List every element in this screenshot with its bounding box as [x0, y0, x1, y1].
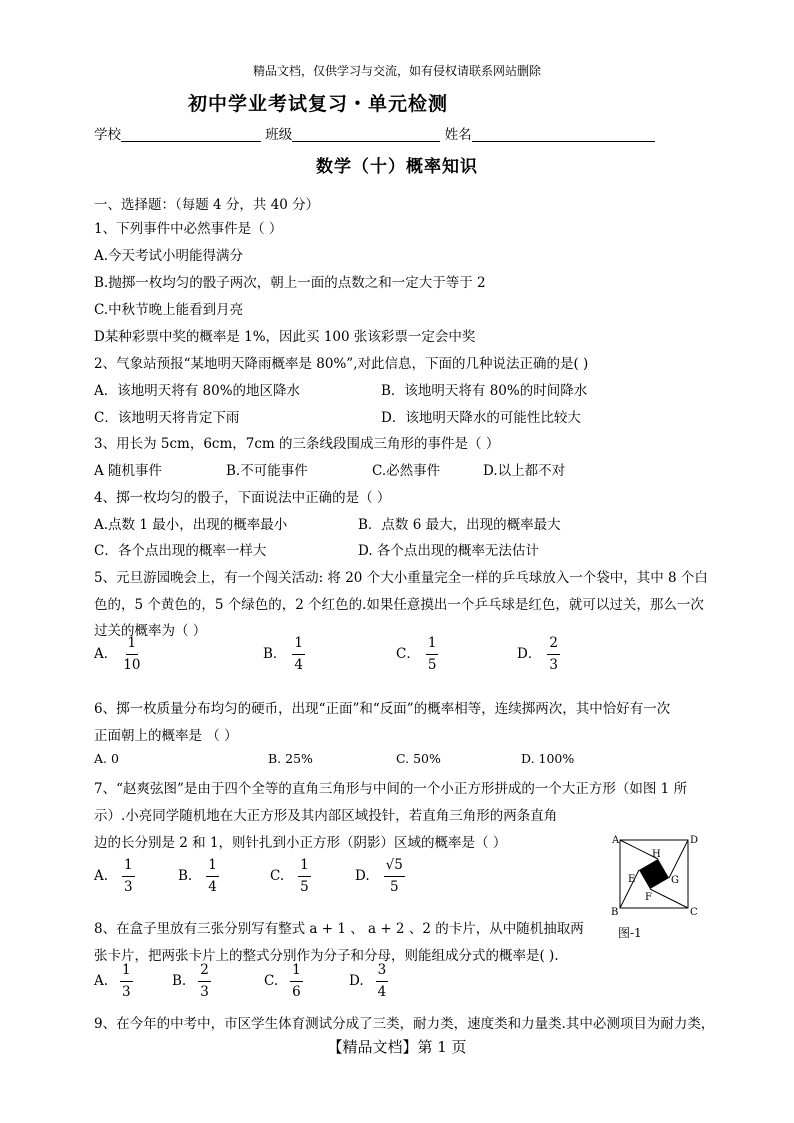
fraction-denominator: 4 [377, 983, 387, 1000]
q5-option-a [94, 636, 140, 673]
fraction-numerator: √5 [384, 858, 405, 877]
fraction-numerator: 1 [298, 858, 311, 877]
fraction-denominator: 5 [300, 878, 309, 895]
fraction-denominator: 10 [123, 656, 141, 673]
subject-title: 数学（十）概率知识 [316, 157, 478, 177]
q8-option-c-fraction [290, 963, 303, 1000]
header-note: 精品文档，仅供学习与交流，如有侵权请联系网站删除 [252, 64, 541, 78]
q7-option-d-fraction [384, 858, 405, 895]
class-blank [292, 127, 440, 142]
q8-stem-line2: 张卡片，把两张卡片上的整式分别作为分子和分母，则能组成分式的概率是( ). [94, 948, 559, 964]
q5-option-b-label: B． [263, 646, 287, 663]
page-footer: 【精品文档】第 1 页 [327, 1038, 467, 1056]
fraction-denominator: 5 [427, 656, 437, 673]
q6-option-d: D. 100% [521, 751, 575, 766]
q2-option-b: B．该地明天将有 80%的时间降水 [381, 383, 588, 399]
section-heading: 一、选择题：（每题 4 分，共 40 分） [94, 197, 320, 213]
q7-stem-line2: 示）.小亮同学随机地在大正方形及其内部区域投针，若直角三角形的两条直角 [94, 808, 558, 824]
q8-option-b [172, 963, 211, 1000]
q8-option-b-fraction [198, 963, 211, 1000]
q5-option-c-fraction [426, 636, 439, 673]
class-label: 班级 [265, 127, 293, 143]
q8-stem-line1: 8、在盒子里放有三张分别写有整式 a + 1 、 a + 2 、2 的卡片，从中随机抽取两 [94, 921, 584, 937]
q7-option-a [94, 858, 135, 895]
q1-option-a: A.今天考试小明能得满分 [94, 248, 244, 264]
q8-option-d-fraction [376, 963, 389, 1000]
fraction-numerator: 1 [426, 636, 439, 655]
fraction-denominator: 3 [549, 656, 558, 673]
q8-option-d [349, 963, 388, 1000]
label-g: G [671, 875, 679, 886]
q5-option-b [263, 636, 305, 673]
q7-option-a-label: A. [94, 868, 109, 885]
q7-option-b-label: B. [178, 868, 193, 885]
q5-stem-line3: 过关的概率为（ ） [94, 623, 207, 639]
q6-option-b: B. 25% [268, 751, 313, 766]
q7-stem-line3: 边的长分别是 2 和 1，则针扎到小正方形（阴影）区域的概率是（ ） [94, 835, 507, 851]
figure-caption: 图-1 [618, 926, 642, 940]
q3-stem: 3、用长为 5cm，6cm，7cm 的三条线段围成三角形的事件是（ ） [94, 436, 500, 452]
q9-stem-line1: 9、在今年的中考中，市区学生体育测试分成了三类，耐力类，速度类和力量类.其中必测项目为耐力类， [94, 1016, 715, 1032]
q3-option-a: A 随机事件 [94, 463, 163, 479]
q5-option-a-fraction [123, 636, 140, 673]
q5-option-d [517, 636, 560, 673]
q5-option-c [396, 636, 438, 673]
q8-option-a-label: A. [94, 973, 109, 990]
q4-option-a: A.点数 1 最小，出现的概率最小 [94, 517, 288, 533]
q4-option-d: D. 各个点出现的概率无法估计 [358, 543, 539, 559]
fraction-numerator: 1 [206, 858, 219, 877]
q3-option-b: B.不可能事件 [226, 463, 308, 479]
q7-option-b-fraction [206, 858, 219, 895]
q5-option-d-label: D． [517, 646, 542, 663]
q6-option-a: A. 0 [94, 751, 119, 766]
school-label: 学校 [94, 127, 121, 143]
q7-option-d-label: D. [355, 868, 370, 885]
student-info-row [94, 123, 655, 143]
fraction-denominator: 3 [200, 983, 209, 1000]
fraction-denominator: 6 [292, 983, 301, 1000]
q2-stem: 2、气象站预报“某地明天降雨概率是 80%”,对此信息，下面的几种说法正确的是( ) [94, 356, 589, 372]
q6-stem-line1: 6、掷一枚质量分布均匀的硬币，出现“正面”和“反面”的概率相等，连续掷两次，其中恰好有一次 [94, 701, 671, 717]
school-blank [121, 127, 261, 142]
triangle-edge [669, 840, 688, 878]
q8-option-a [94, 963, 133, 1000]
q3-option-c: C.必然事件 [372, 463, 441, 479]
q1-option-b: B.抛掷一枚均匀的骰子两次，朝上一面的点数之和一定大于等于 2 [94, 275, 486, 291]
q7-stem-line1: 7、“赵爽弦图”是由于四个全等的直角三角形与中间的一个小正方形拼成的一个大正方形（如图 1 所 [94, 781, 688, 797]
fraction-numerator: 2 [198, 963, 211, 982]
q5-option-d-fraction [547, 636, 560, 673]
shaded-small-square [639, 859, 669, 889]
fraction-numerator: 1 [292, 636, 305, 655]
q6-stem-line2: 正面朝上的概率是 （ ） [94, 728, 238, 744]
q7-option-c-fraction [298, 858, 311, 895]
exam-title: 初中学业考试复习・单元检测 [188, 93, 449, 115]
q6-option-c: C. 50% [396, 751, 441, 766]
fraction-denominator: 3 [124, 878, 133, 895]
fraction-numerator: 1 [290, 963, 303, 982]
name-label: 姓名 [444, 127, 472, 143]
q5-option-a-label: A． [94, 646, 118, 663]
fraction-numerator: 3 [376, 963, 389, 982]
fraction-denominator: 4 [208, 878, 217, 895]
zhao-shuang-figure [608, 832, 700, 941]
q7-option-a-fraction [122, 858, 135, 895]
zhao-shuang-diagram [608, 832, 700, 924]
q2-option-c: C．该地明天将肯定下雨 [94, 410, 240, 426]
q4-option-c: C．各个点出现的概率一样大 [94, 543, 267, 559]
fraction-numerator: 1 [122, 858, 135, 877]
fraction-numerator: 1 [126, 636, 139, 655]
q7-option-c-label: C. [270, 868, 285, 885]
q2-option-d: D．该地明天降水的可能性比较大 [381, 410, 581, 426]
q5-option-b-fraction [292, 636, 305, 673]
q4-stem: 4、掷一枚均匀的骰子，下面说法中正确的是（ ） [94, 490, 391, 506]
name-blank [472, 127, 655, 142]
q7-option-d [355, 858, 405, 895]
fraction-denominator: 3 [122, 983, 131, 1000]
label-d: D [690, 835, 699, 846]
q5-option-c-label: C． [396, 646, 420, 663]
q1-option-d: D某种彩票中奖的概率是 1%，因此买 100 张该彩票一定会中奖 [94, 329, 476, 345]
q4-option-b: B．点数 6 最大，出现的概率最大 [358, 517, 561, 533]
q5-stem-line1: 5、元旦游园晚会上，有一个闯关活动: 将 20 个大小重量完全一样的乒乓球放入一个袋中，其中 8 个白 [94, 570, 708, 586]
label-h: H [652, 849, 661, 860]
label-e: E [628, 874, 636, 885]
q7-option-b [178, 858, 219, 895]
label-a: A [612, 835, 620, 846]
label-c: C [690, 907, 698, 918]
fraction-denominator: 4 [294, 656, 304, 673]
q8-option-c [264, 963, 303, 1000]
q5-stem-line2: 色的，5 个黄色的，5 个绿色的，2 个红色的.如果任意摸出一个乒乓球是红色，就可以过关，那么一次 [94, 597, 704, 613]
triangle-edge [650, 889, 688, 908]
q8-option-a-fraction [120, 963, 133, 1000]
q7-option-c [270, 858, 311, 895]
q8-option-b-label: B. [172, 973, 187, 990]
q8-option-c-label: C. [264, 973, 279, 990]
q2-option-a: A．该地明天将有 80%的地区降水 [94, 383, 301, 399]
label-f: F [645, 892, 652, 903]
q3-option-d: D.以上都不对 [483, 463, 566, 479]
fraction-numerator: 1 [120, 963, 133, 982]
fraction-numerator: 2 [547, 636, 560, 655]
q8-option-d-label: D. [349, 973, 364, 990]
label-b: B [611, 907, 619, 918]
fraction-denominator: 5 [389, 878, 399, 895]
q1-stem: 1、下列事件中必然事件是（ ） [94, 221, 283, 237]
q1-option-c: C.中秋节晚上能看到月亮 [94, 302, 244, 318]
